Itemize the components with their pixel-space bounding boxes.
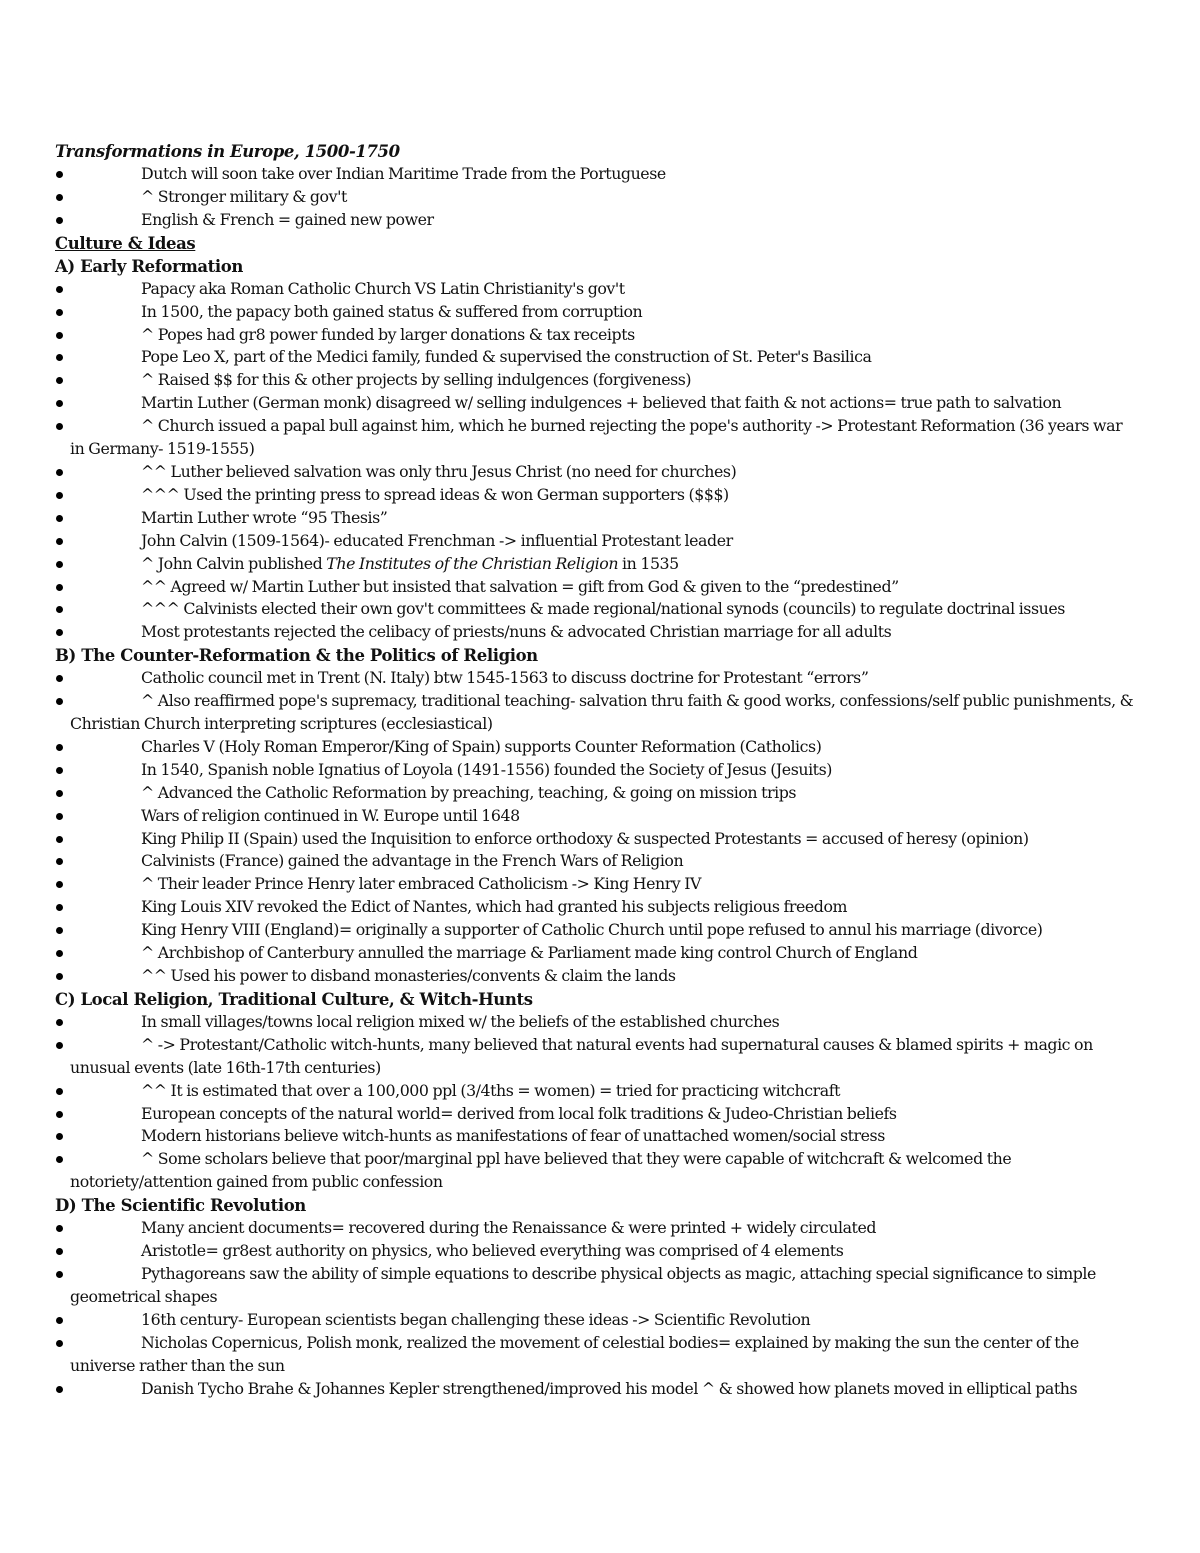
list-item: Pope Leo X, part of the Medici family, funded & supervised the construction of St. Peter's Basilica — [55, 346, 1135, 369]
bullet-icon — [56, 194, 63, 201]
bullet-icon — [56, 515, 63, 522]
list-item: Danish Tycho Brahe & Johannes Kepler strengthened/improved his model ^ & showed how planets moved in elliptical paths — [55, 1378, 1135, 1401]
document-body — [55, 140, 1135, 1400]
bullet-icon — [56, 377, 63, 384]
list-item: Calvinists (France) gained the advantage in the French Wars of Religion — [55, 850, 1135, 873]
bullet-icon — [56, 1042, 63, 1049]
bullet-icon — [56, 836, 63, 843]
bullet-icon — [56, 858, 63, 865]
document-title: Transformations in Europe, 1500-1750 — [55, 142, 400, 161]
list-item: Aristotle= gr8est authority on physics, who believed everything was comprised of 4 elements — [55, 1240, 1135, 1263]
bullet-icon — [56, 1019, 63, 1026]
list-item: King Henry VIII (England)= originally a supporter of Catholic Church until pope refused to annul his marriage (divorce) — [55, 919, 1135, 942]
list-item: 16th century- European scientists began challenging these ideas -> Scientific Revolution — [55, 1309, 1135, 1332]
bullet-icon — [56, 1340, 63, 1347]
bullet-icon — [56, 423, 63, 430]
list-item: Most protestants rejected the celibacy of priests/nuns & advocated Christian marriage for all adults — [55, 621, 1135, 644]
bullet-icon — [56, 469, 63, 476]
list-item: ^^^ Used the printing press to spread ideas & won German supporters ($$$) — [55, 484, 1135, 507]
list-item: ^^ It is estimated that over a 100,000 ppl (3/4ths = women) = tried for practicing witchcraft — [55, 1080, 1135, 1103]
list-item: Dutch will soon take over Indian Maritime Trade from the Portuguese — [55, 163, 1135, 186]
list-item: In small villages/towns local religion mixed w/ the beliefs of the established churches — [55, 1011, 1135, 1034]
bullet-icon — [56, 813, 63, 820]
section-c-heading: C) Local Religion, Traditional Culture, & Witch-Hunts — [55, 989, 533, 1009]
bullet-icon — [56, 309, 63, 316]
list-item: Many ancient documents= recovered during the Renaissance & were printed + widely circulated — [55, 1217, 1135, 1240]
list-item: ^ Their leader Prince Henry later embraced Catholicism -> King Henry IV — [55, 873, 1135, 896]
bullet-icon — [56, 286, 63, 293]
list-item: King Philip II (Spain) used the Inquisition to enforce orthodoxy & suspected Protestants = accused of heresy (opinion) — [55, 828, 1135, 851]
bullet-icon — [56, 217, 63, 224]
bullet-icon — [56, 1156, 63, 1163]
list-item: ^^^ Calvinists elected their own gov't committees & made regional/national synods (councils) to regulate doctrinal issues — [55, 598, 1135, 621]
list-item: ^ Advanced the Catholic Reformation by preaching, teaching, & going on mission trips — [55, 782, 1135, 805]
list-item: ^ John Calvin published The Institutes of the Christian Religion in 1535 — [55, 553, 1135, 576]
list-item: Nicholas Copernicus, Polish monk, realized the movement of celestial bodies= explained by making the sun the center of the universe rather than the sun — [55, 1332, 1135, 1378]
list-item: ^ -> Protestant/Catholic witch-hunts, many believed that natural events had supernatural causes & blamed spirits + magic on unusual events (late 16th-17th centuries) — [55, 1034, 1135, 1080]
list-item: In 1500, the papacy both gained status & suffered from corruption — [55, 301, 1135, 324]
list-item: ^^ Agreed w/ Martin Luther but insisted that salvation = gift from God & given to the “predestined” — [55, 576, 1135, 599]
bullet-icon — [56, 1088, 63, 1095]
bullet-icon — [56, 790, 63, 797]
list-item: European concepts of the natural world= derived from local folk traditions & Judeo-Christian beliefs — [55, 1103, 1135, 1126]
bullet-icon — [56, 973, 63, 980]
list-item: In 1540, Spanish noble Ignatius of Loyola (1491-1556) founded the Society of Jesus (Jesuits) — [55, 759, 1135, 782]
bullet-icon — [56, 400, 63, 407]
bullet-icon — [56, 606, 63, 613]
list-item: English & French = gained new power — [55, 209, 1135, 232]
section-d-heading: D) The Scientific Revolution — [55, 1196, 306, 1216]
bullet-icon — [56, 698, 63, 705]
section-c-list — [55, 1011, 1135, 1194]
bullet-icon — [56, 1271, 63, 1278]
section-a-list — [55, 278, 1135, 645]
list-item: Martin Luther wrote “95 Thesis” — [55, 507, 1135, 530]
bullet-icon — [56, 538, 63, 545]
bullet-icon — [56, 767, 63, 774]
list-item: ^ Raised $$ for this & other projects by selling indulgences (forgiveness) — [55, 369, 1135, 392]
list-item: ^^ Luther believed salvation was only thru Jesus Christ (no need for churches) — [55, 461, 1135, 484]
bullet-icon — [56, 927, 63, 934]
list-item: Wars of religion continued in W. Europe until 1648 — [55, 805, 1135, 828]
list-item: John Calvin (1509-1564)- educated Frenchman -> influential Protestant leader — [55, 530, 1135, 553]
list-item: Charles V (Holy Roman Emperor/King of Spain) supports Counter Reformation (Catholics) — [55, 736, 1135, 759]
list-item: ^ Some scholars believe that poor/marginal ppl have believed that they were capable of witchcraft & welcomed the notoriety/attention gained from public confession — [55, 1148, 1135, 1194]
bullet-icon — [56, 171, 63, 178]
bullet-icon — [56, 1386, 63, 1393]
bullet-icon — [56, 1133, 63, 1140]
list-item: Catholic council met in Trent (N. Italy) btw 1545-1563 to discuss doctrine for Protestant “errors” — [55, 667, 1135, 690]
bullet-icon — [56, 332, 63, 339]
bullet-icon — [56, 1111, 63, 1118]
bullet-icon — [56, 561, 63, 568]
list-item: Martin Luther (German monk) disagreed w/ selling indulgences + believed that faith & not actions= true path to salvation — [55, 392, 1135, 415]
bullet-icon — [56, 744, 63, 751]
list-item: ^ Church issued a papal bull against him, which he burned rejecting the pope's authority -> Protestant Reformation (36 years war in Germany- 1519-1555) — [55, 415, 1135, 461]
section-a-heading: A) Early Reformation — [55, 256, 243, 276]
list-item: King Louis XIV revoked the Edict of Nantes, which had granted his subjects religious freedom — [55, 896, 1135, 919]
list-item: ^ Popes had gr8 power funded by larger donations & tax receipts — [55, 324, 1135, 347]
list-item: Papacy aka Roman Catholic Church VS Latin Christianity's gov't — [55, 278, 1135, 301]
section-b-list — [55, 667, 1135, 988]
list-item: ^ Archbishop of Canterbury annulled the marriage & Parliament made king control Church of England — [55, 942, 1135, 965]
intro-list — [55, 163, 1135, 232]
bullet-icon — [56, 881, 63, 888]
bullet-icon — [56, 354, 63, 361]
list-item: ^ Stronger military & gov't — [55, 186, 1135, 209]
bullet-icon — [56, 1248, 63, 1255]
list-item: Pythagoreans saw the ability of simple equations to describe physical objects as magic, attaching special significance to simple geometrical shapes — [55, 1263, 1135, 1309]
bullet-icon — [56, 675, 63, 682]
list-item: Modern historians believe witch-hunts as manifestations of fear of unattached women/social stress — [55, 1125, 1135, 1148]
bullet-icon — [56, 629, 63, 636]
list-item: ^^ Used his power to disband monasteries/convents & claim the lands — [55, 965, 1135, 988]
book-title: The Institutes of the Christian Religion — [326, 553, 619, 573]
bullet-icon — [56, 904, 63, 911]
bullet-icon — [56, 1225, 63, 1232]
section-b-heading: B) The Counter-Reformation & the Politics of Religion — [55, 646, 538, 666]
bullet-icon — [56, 950, 63, 957]
bullet-icon — [56, 1317, 63, 1324]
section-d-list — [55, 1217, 1135, 1400]
culture-heading: Culture & Ideas — [55, 233, 196, 253]
bullet-icon — [56, 584, 63, 591]
list-item: ^ Also reaffirmed pope's supremacy, traditional teaching- salvation thru faith & good works, confessions/self public punishments, & Christian Church interpreting scriptures (ecclesiastical) — [55, 690, 1135, 736]
bullet-icon — [56, 492, 63, 499]
